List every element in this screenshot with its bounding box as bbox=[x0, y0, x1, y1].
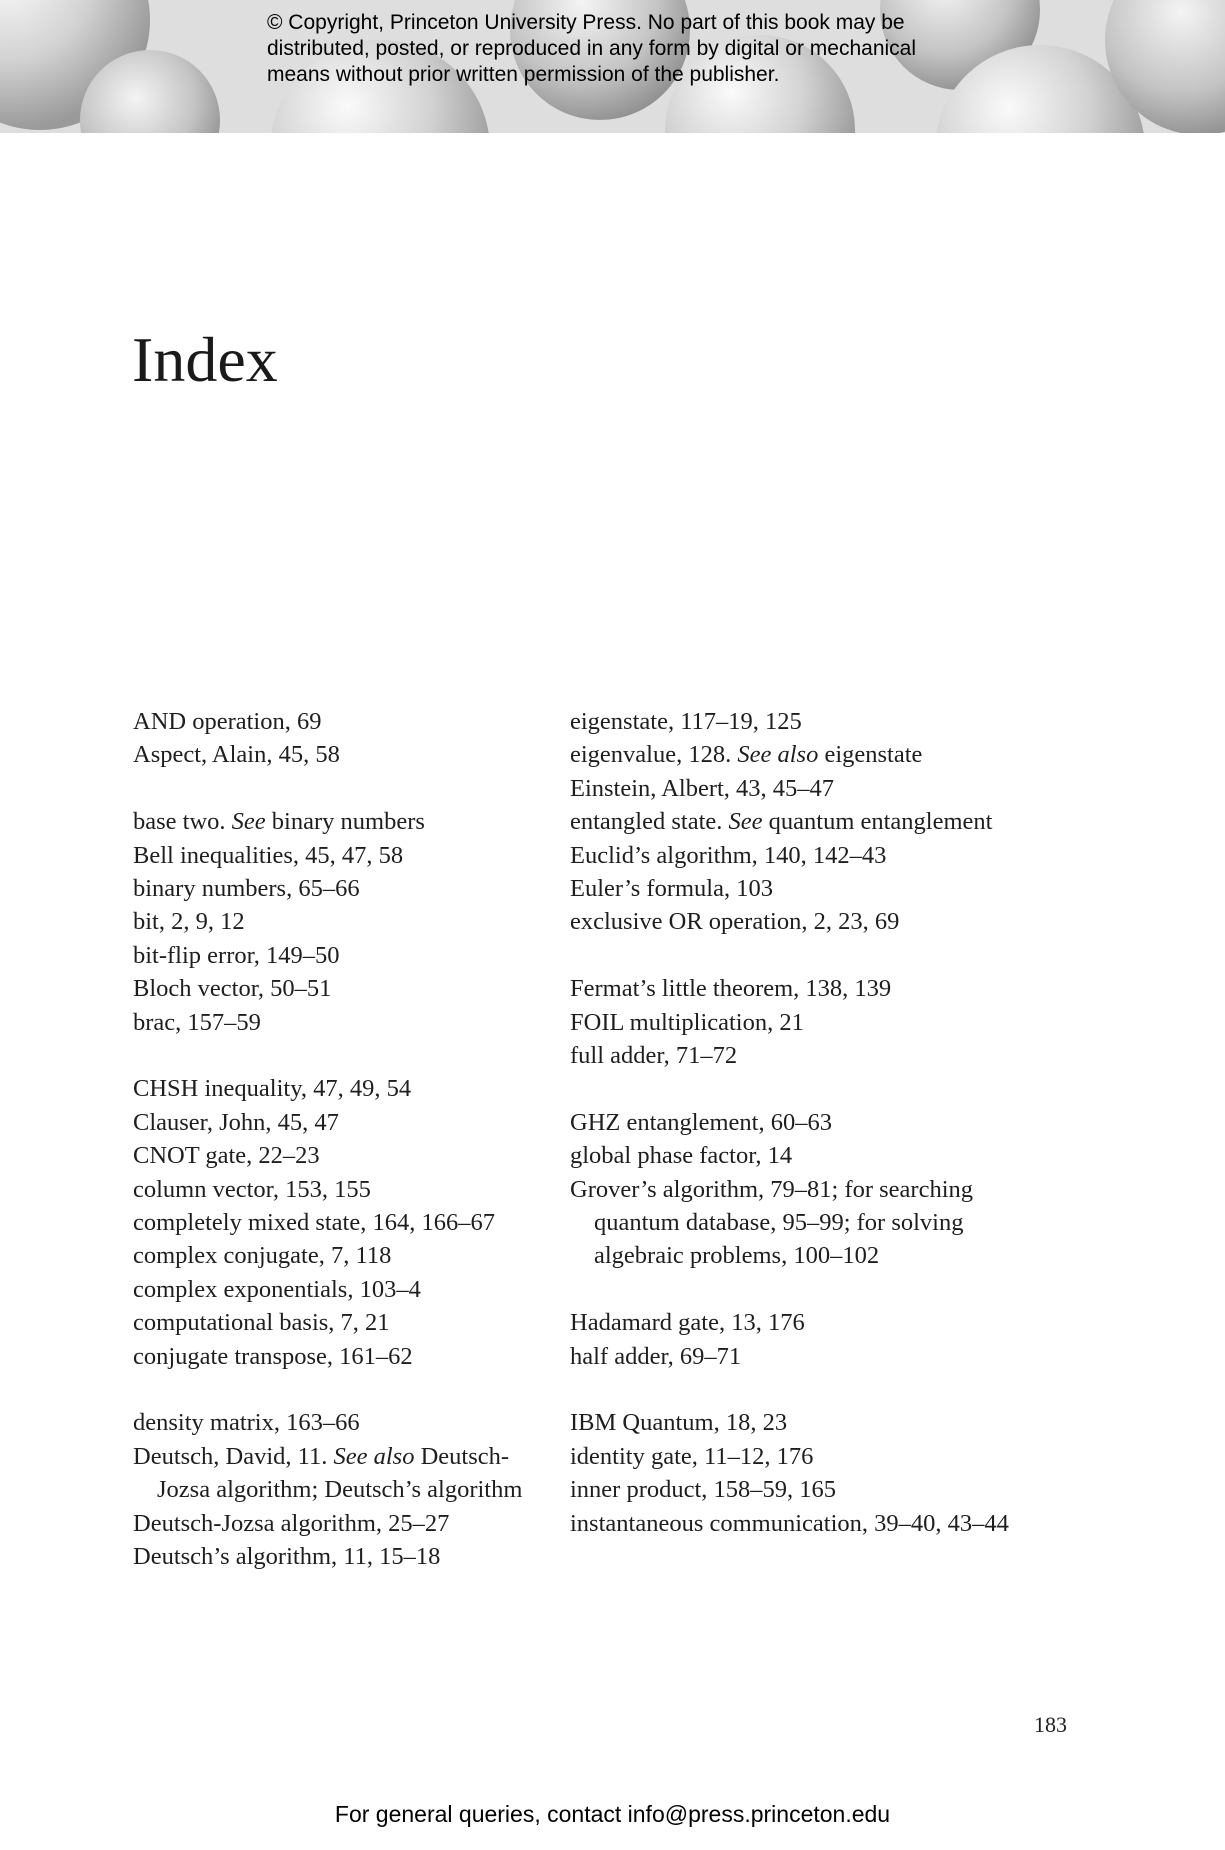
entry-text: bit-flip error, 149–50 bbox=[133, 941, 340, 969]
cross-reference: See bbox=[231, 808, 266, 836]
entry-text: CNOT gate, 22–23 bbox=[133, 1142, 320, 1170]
entry-text: full adder, 71–72 bbox=[570, 1042, 738, 1070]
entry-text: entangled state. bbox=[570, 808, 729, 836]
entry-text: Bloch vector, 50–51 bbox=[133, 975, 332, 1003]
cross-reference: See also bbox=[333, 1442, 415, 1470]
entry-text: eigenstate, 117–19, 125 bbox=[570, 708, 802, 735]
cross-reference: See bbox=[728, 808, 763, 836]
entry-text: bit, 2, 9, 12 bbox=[133, 908, 245, 936]
index-entry bbox=[133, 1206, 553, 1239]
index-entry bbox=[133, 972, 553, 1005]
entry-text: complex conjugate, 7, 118 bbox=[133, 1242, 392, 1270]
entry-text: computational basis, 7, 21 bbox=[133, 1309, 390, 1337]
index-entry bbox=[133, 1106, 553, 1139]
entry-text: quantum entanglement bbox=[762, 808, 993, 836]
entry-text: complex exponentials, 103–4 bbox=[133, 1275, 421, 1303]
index-entry bbox=[133, 738, 553, 771]
copyright-line: means without prior written permission of the publisher. bbox=[267, 63, 780, 86]
index-entry bbox=[133, 1072, 553, 1105]
index-group bbox=[133, 1072, 553, 1373]
index-entry bbox=[133, 1540, 553, 1573]
entry-text: Deutsch, David, 11. bbox=[133, 1442, 334, 1470]
entry-text: IBM Quantum, 18, 23 bbox=[570, 1409, 788, 1437]
copyright-line: distributed, posted, or reproduced in any form by digital or mechanical bbox=[267, 37, 917, 60]
index-group bbox=[570, 972, 1010, 1072]
index-group bbox=[570, 1306, 1010, 1373]
entry-text: brac, 157–59 bbox=[133, 1008, 261, 1036]
index-entry bbox=[570, 772, 1010, 805]
index-entry bbox=[570, 805, 1010, 838]
index-entry bbox=[133, 1306, 553, 1339]
index-entry bbox=[133, 1006, 553, 1039]
entry-text: FOIL multiplication, 21 bbox=[570, 1008, 804, 1036]
entry-text: completely mixed state, 164, 166–67 bbox=[133, 1209, 495, 1237]
entry-text: Deutsch-Jozsa algorithm; Deutsch’s algorithm bbox=[157, 1442, 523, 1504]
index-entry bbox=[133, 1173, 553, 1206]
entry-text: conjugate transpose, 161–62 bbox=[133, 1342, 413, 1370]
index-column-left bbox=[133, 705, 553, 1574]
entry-text: base two. bbox=[133, 808, 232, 836]
index-entry bbox=[133, 839, 553, 872]
entry-text: Hadamard gate, 13, 176 bbox=[570, 1309, 805, 1337]
index-group bbox=[570, 1406, 1010, 1540]
index-entry bbox=[570, 1139, 1010, 1172]
page-title: Index bbox=[132, 324, 278, 395]
index-entry bbox=[133, 1139, 553, 1172]
entry-text: eigenvalue, 128. bbox=[570, 741, 738, 769]
index-entry bbox=[570, 905, 1010, 938]
index-entry bbox=[570, 1440, 1010, 1473]
index-entry bbox=[570, 1006, 1010, 1039]
index-entry bbox=[570, 738, 1010, 771]
entry-text: global phase factor, 14 bbox=[570, 1142, 793, 1170]
entry-text: column vector, 153, 155 bbox=[133, 1175, 371, 1203]
entry-text: density matrix, 163–66 bbox=[133, 1409, 360, 1437]
index-entry bbox=[570, 972, 1010, 1005]
index-entry bbox=[570, 1306, 1010, 1339]
entry-text: exclusive OR operation, 2, 23, 69 bbox=[570, 908, 900, 936]
index-entry bbox=[133, 1239, 553, 1272]
index-entry bbox=[570, 839, 1010, 872]
entry-text: Grover’s algorithm, 79–81; for searching quantum database, 95–99; for solving algebraic problems, 100–102 bbox=[570, 1175, 974, 1270]
index-entry bbox=[570, 705, 1010, 738]
cross-reference: See also bbox=[737, 741, 819, 769]
copyright-line: © Copyright, Princeton University Press. No part of this book may be bbox=[267, 11, 905, 34]
index-entry bbox=[133, 872, 553, 905]
index-group bbox=[570, 705, 1010, 939]
entry-text: Bell inequalities, 45, 47, 58 bbox=[133, 841, 404, 869]
index-entry bbox=[570, 872, 1010, 905]
index-group bbox=[133, 705, 553, 772]
index-entry bbox=[133, 1340, 553, 1373]
footer-contact: For general queries, contact info@press.princeton.edu bbox=[334, 1801, 891, 1827]
index-entry bbox=[570, 1106, 1010, 1139]
entry-text: identity gate, 11–12, 176 bbox=[570, 1442, 814, 1470]
index-entry bbox=[133, 705, 553, 738]
index-entry bbox=[133, 1440, 553, 1507]
entry-text: GHZ entanglement, 60–63 bbox=[570, 1108, 832, 1136]
entry-text: half adder, 69–71 bbox=[570, 1342, 742, 1370]
entry-text: Deutsch’s algorithm, 11, 15–18 bbox=[133, 1543, 441, 1571]
index-column-right bbox=[570, 705, 1010, 1540]
entry-text: eigenstate bbox=[818, 741, 923, 769]
index-entry bbox=[570, 1340, 1010, 1373]
entry-text: Deutsch-Jozsa algorithm, 25–27 bbox=[133, 1509, 450, 1537]
index-entry bbox=[133, 939, 553, 972]
entry-text: Euclid’s algorithm, 140, 142–43 bbox=[570, 841, 887, 869]
entry-text: Fermat’s little theorem, 138, 139 bbox=[570, 975, 892, 1003]
index-group bbox=[133, 1406, 553, 1573]
entry-text: binary numbers, 65–66 bbox=[133, 875, 360, 903]
index-entry bbox=[570, 1039, 1010, 1072]
entry-text: Einstein, Albert, 43, 45–47 bbox=[570, 774, 835, 802]
index-entry bbox=[133, 1507, 553, 1540]
entry-text: instantaneous communication, 39–40, 43–44 bbox=[570, 1509, 1009, 1537]
entry-text: Aspect, Alain, 45, 58 bbox=[133, 741, 340, 769]
entry-text: AND operation, 69 bbox=[133, 708, 322, 735]
entry-text: CHSH inequality, 47, 49, 54 bbox=[133, 1075, 412, 1103]
page-number: 183 bbox=[1034, 1712, 1067, 1737]
entry-text: Clauser, John, 45, 47 bbox=[133, 1108, 339, 1136]
index-entry bbox=[570, 1173, 1010, 1273]
index-group bbox=[133, 805, 553, 1039]
index-entry bbox=[133, 1406, 553, 1439]
index-entry bbox=[133, 805, 553, 838]
index-entry bbox=[133, 905, 553, 938]
entry-text: inner product, 158–59, 165 bbox=[570, 1476, 837, 1504]
entry-text: Euler’s formula, 103 bbox=[570, 875, 773, 903]
index-group bbox=[570, 1106, 1010, 1273]
index-entry bbox=[570, 1406, 1010, 1439]
header-banner bbox=[0, 0, 1225, 133]
index-entry bbox=[133, 1273, 553, 1306]
index-entry bbox=[570, 1473, 1010, 1506]
copyright-notice bbox=[267, 10, 1027, 88]
index-entry bbox=[570, 1507, 1010, 1540]
entry-text: binary numbers bbox=[265, 808, 425, 836]
